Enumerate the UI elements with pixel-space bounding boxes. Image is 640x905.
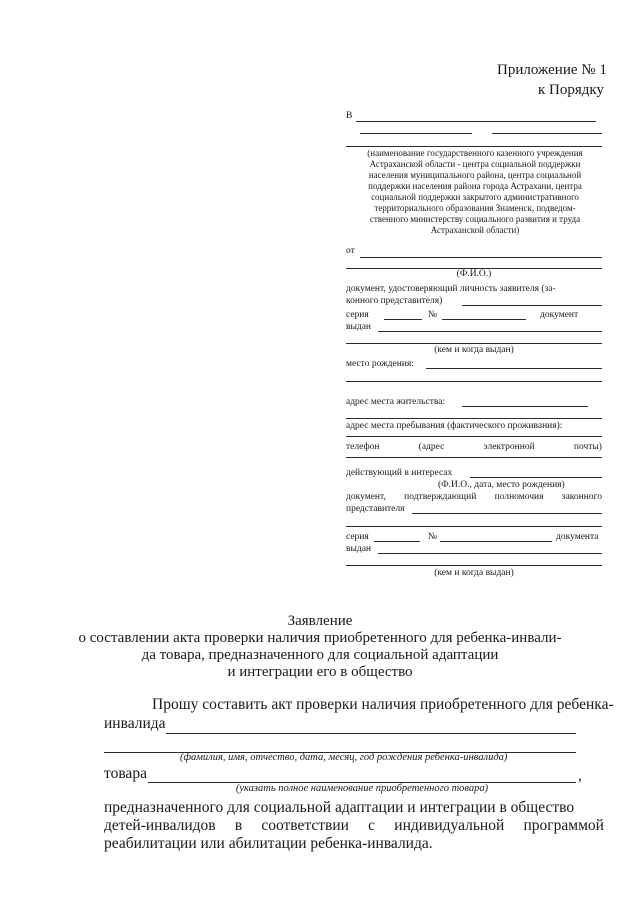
org-desc-line: социальной поддержки закрытого административного [371,192,579,202]
representative-field[interactable] [412,513,602,514]
purpose-word: индивидуальной [394,817,505,834]
org-desc-line: (наименование государственного казенного учреждения [367,148,583,158]
authority-word: подтверждающий [404,492,477,502]
purpose-word: соответствии [261,817,349,834]
issued-field[interactable] [378,331,602,332]
issued-label: выдан [346,322,372,332]
residence-field-2[interactable] [346,418,602,419]
phone-word: почты) [573,442,602,452]
issued-hint: (кем и когда выдан) [434,345,514,355]
issued2-field[interactable] [378,553,602,554]
number-label: № [428,310,438,320]
from-field[interactable] [360,257,602,258]
authority-document-label [346,491,602,503]
purpose-word: с [368,817,376,834]
to-field-2a[interactable] [360,133,472,134]
invalid-label: инвалида [104,715,166,732]
issued2-field-2[interactable] [346,565,602,566]
to-label: В [346,111,353,121]
goods-comma: , [578,767,582,784]
residence-field[interactable] [462,406,588,407]
representative-label: представителя [346,504,405,514]
stay-address-label: адрес места пребывания (фактического проживания): [346,421,563,431]
org-desc-line: поддержки населения района города Астрахани, центра [368,181,582,191]
document-word: документ [540,310,579,320]
phone-email-field[interactable] [346,457,602,458]
purpose-word: в [234,817,243,834]
id-document-label: документ, удостоверяющий личность заявителя (за- [346,284,556,294]
phone-email-label [346,441,602,453]
acting-field[interactable] [470,477,602,478]
series-field[interactable] [384,319,422,320]
phone-word: телефон [346,442,380,452]
to-field-2b[interactable] [492,133,602,134]
purpose-text: предназначенного для социальной адаптации и интеграции в общество [104,799,575,816]
purpose-word: детей-инвалидов [104,817,216,834]
org-desc-line: территориального образования Знаменск, подведом- [374,203,576,213]
phone-word: (адрес [418,442,445,452]
from-label: от [346,246,355,256]
to-field[interactable] [356,121,596,122]
series2-label: серия [346,532,369,542]
id-document-field[interactable] [462,305,602,306]
residence-label: адрес места жительства: [346,397,446,407]
org-desc-line: Астраханской области - центра социальной поддержки [369,159,581,169]
org-desc-line: Астраханской области) [430,225,520,235]
appendix-number: Приложение № 1 [497,62,607,78]
goods-hint: (указать полное наименование приобретенного товара) [235,783,489,794]
birthplace-field[interactable] [426,368,602,369]
acting-hint: (Ф.И.О., дата, место рождения) [438,480,565,490]
statement-title: Заявление [287,613,353,629]
birthplace-field-2[interactable] [346,381,602,382]
authority-word: полномочия [494,492,544,502]
id-document-label-2: конного представителя) [346,296,443,306]
to-field-3[interactable] [346,146,602,147]
authority-word: документ, [346,492,386,502]
org-desc-line: населения муниципального района, центра социальной [368,170,582,180]
stay-address-field[interactable] [346,436,602,437]
issued2-hint: (кем и когда выдан) [434,568,514,578]
series2-field[interactable] [374,541,420,542]
birthplace-label: место рождения: [346,359,414,369]
number2-field[interactable] [440,541,552,542]
subtitle-line: и интеграции его в общество [227,664,413,680]
org-desc-line: ственного министерству социального развития и труда [369,214,581,224]
org-description [340,148,610,236]
fio-hint: (Ф.И.О.) [456,269,492,279]
purpose-line-2 [104,817,604,835]
statement-subtitle [0,630,640,681]
request-text: Прошу составить акт проверки наличия приобретенного для ребенка- [152,696,614,713]
subtitle-line: о составлении акта проверки наличия приобретенного для ребенка-инвали- [78,630,562,646]
purpose-word: программой [523,817,604,834]
child-info-hint: (фамилия, имя, отчество, дата, месяц, год рождения ребенка-инвалида) [180,752,508,763]
acting-label: действующий в интересах [346,468,453,478]
appendix-to-order: к Порядку [538,82,604,98]
subtitle-line: да товара, предназначенного для социальной адаптации [141,647,499,663]
number2-label: № [428,532,438,542]
authority-word: законного [561,492,602,502]
goods-label: товара [104,765,147,782]
series-label: серия [346,310,369,320]
rehab-text: реабилитации или абилитации ребенка-инвалида. [104,835,433,852]
representative-field-2[interactable] [346,526,602,527]
issued2-label: выдан [346,544,372,554]
phone-word: электронной [483,442,535,452]
document2-word: документа [556,532,599,542]
number-field[interactable] [442,319,526,320]
child-info-field[interactable] [166,733,576,734]
